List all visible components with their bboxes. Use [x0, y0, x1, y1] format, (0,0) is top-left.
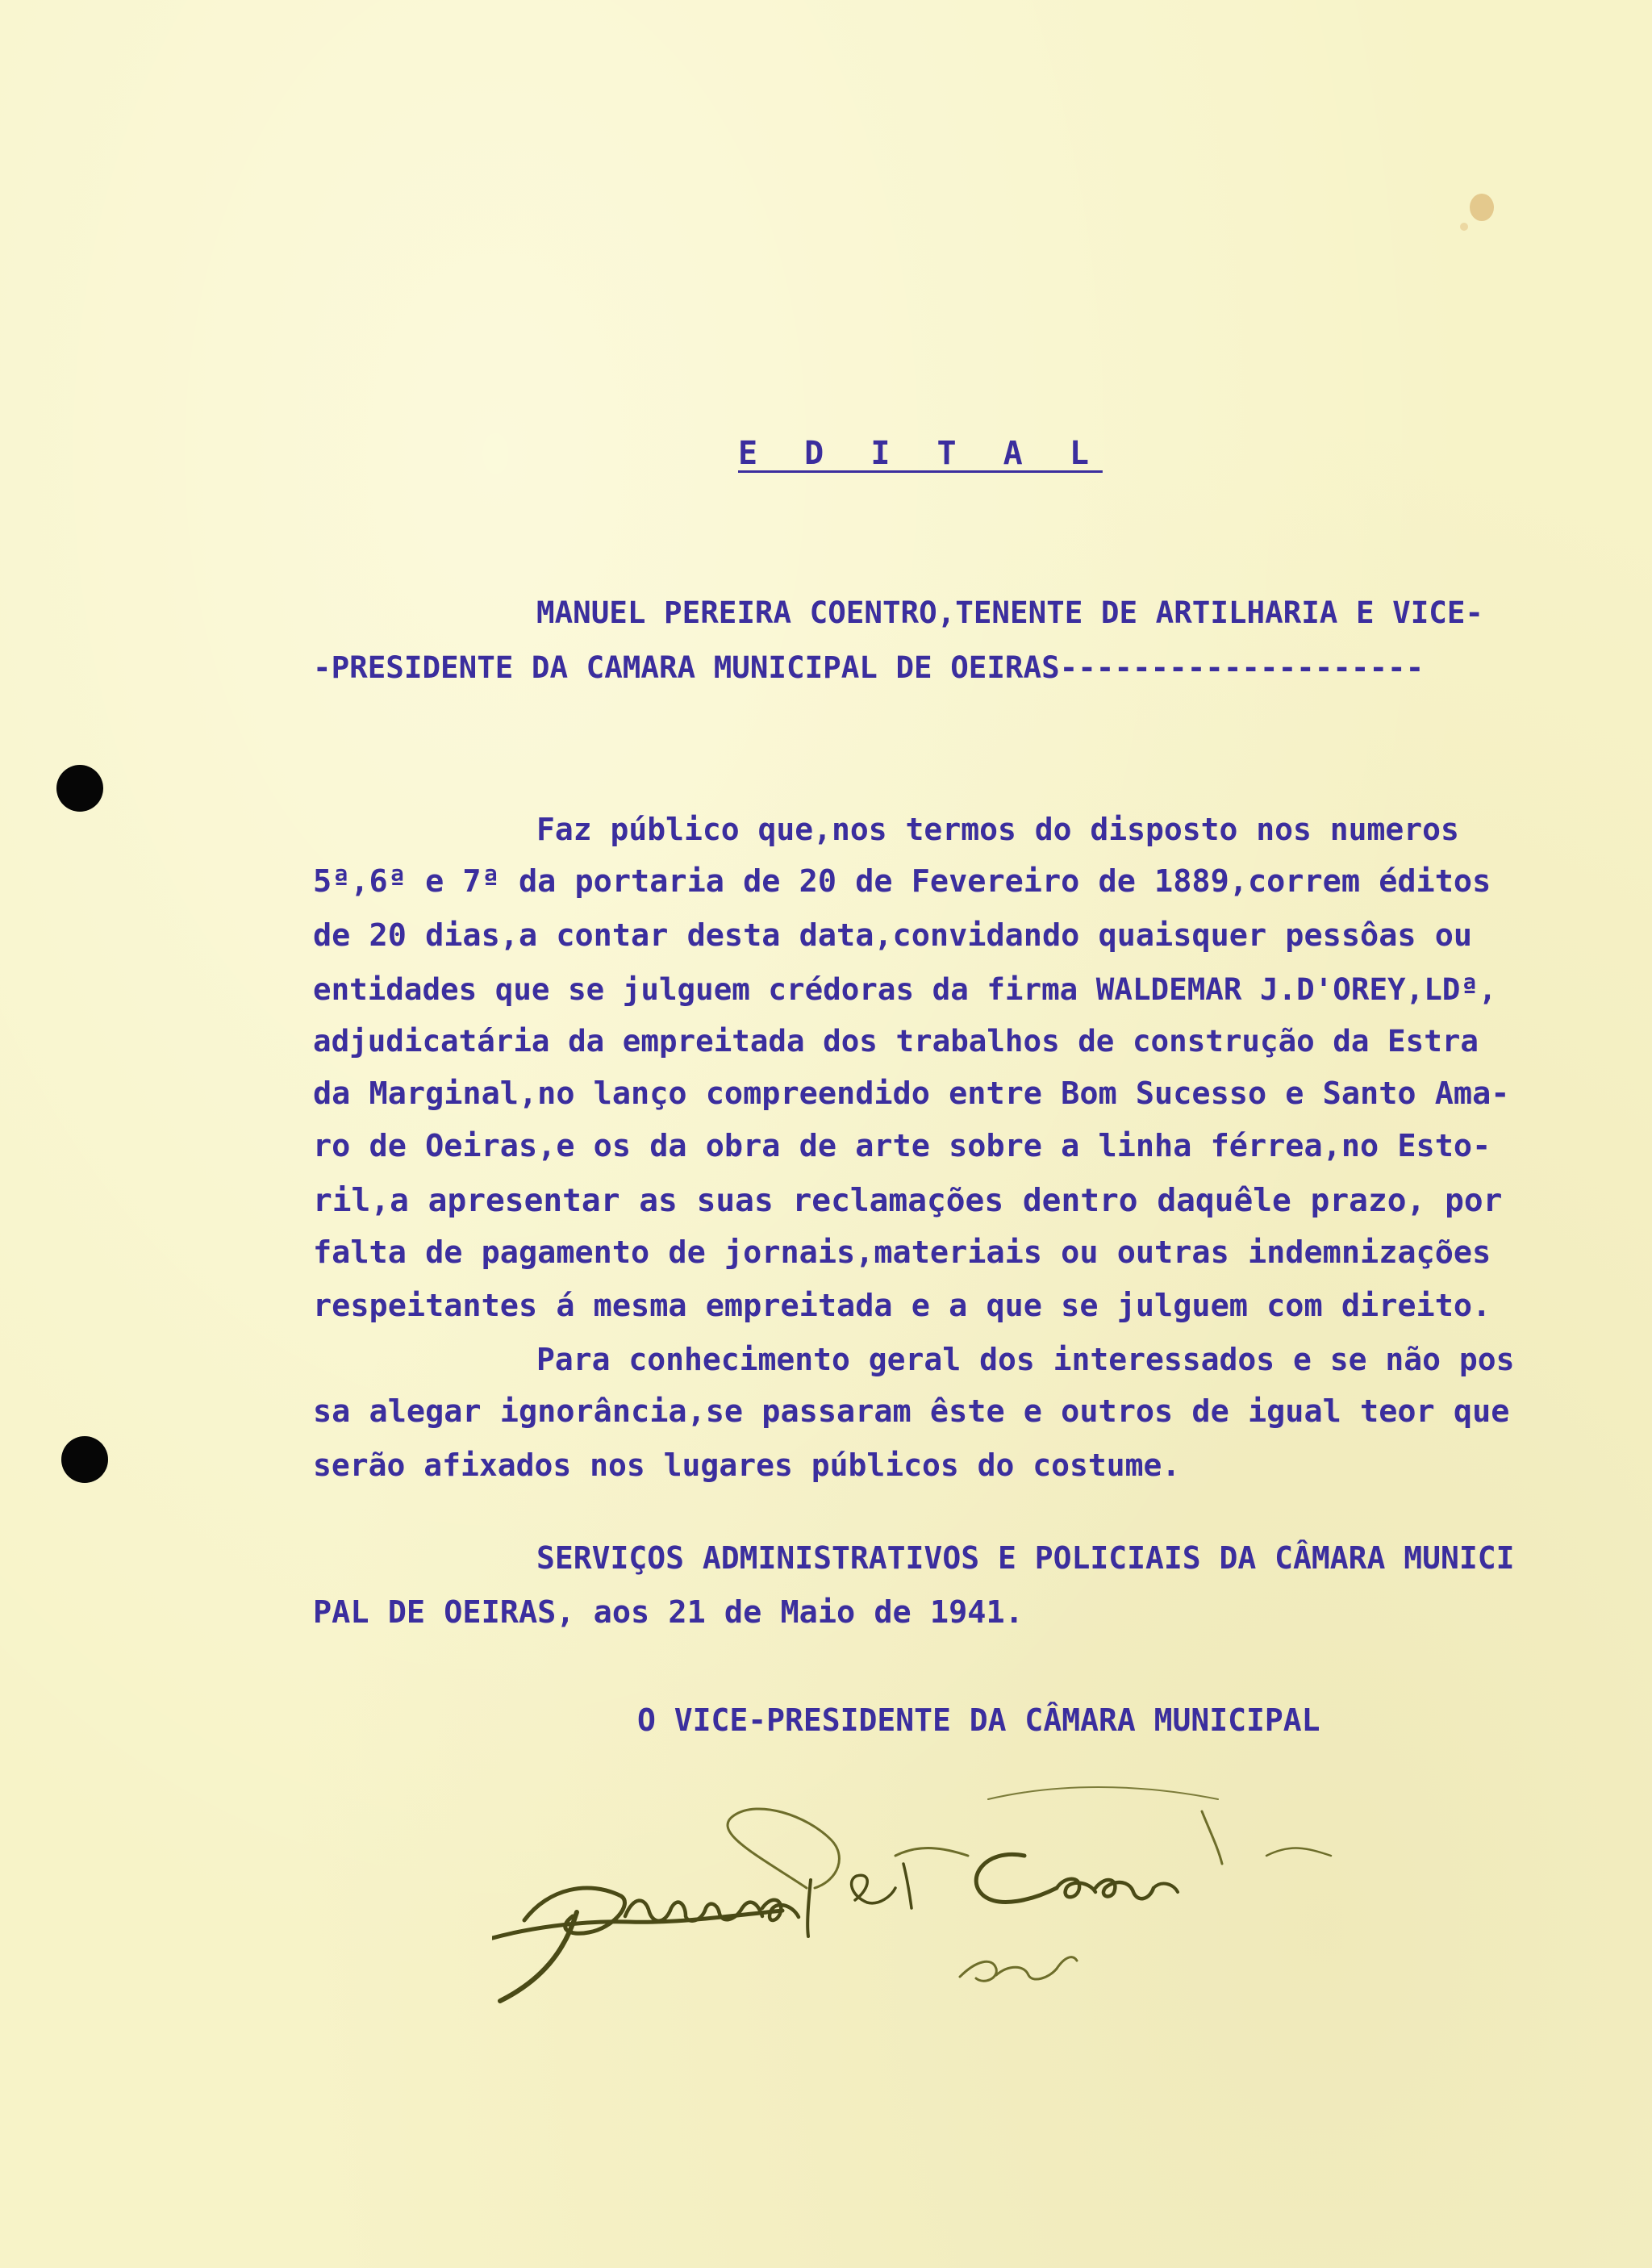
body-line-10: respeitantes á mesma empreitada e a que se julguem com direito. [313, 1288, 1491, 1324]
body-line-7: ro de Oeiras,e os da obra de arte sobre a linha férrea,no Esto- [313, 1128, 1491, 1164]
punch-hole-top [56, 765, 103, 812]
header-line-1: MANUEL PEREIRA COENTRO,TENENTE DE ARTILHARIA E VICE- [536, 595, 1483, 630]
body-line-3: de 20 dias,a contar desta data,convidando quaisquer pessôas ou [313, 917, 1473, 954]
signatory-title: O VICE-PRESIDENTE DA CÂMARA MUNICIPAL [637, 1702, 1320, 1738]
body-line-11: Para conhecimento geral dos interessados e se não pos [536, 1342, 1515, 1377]
punch-hole-bottom [61, 1436, 108, 1483]
body-line-13: serão afixados nos lugares públicos do costume. [313, 1447, 1181, 1483]
body-line-8: ril,a apresentar as suas reclamações dentro daquêle prazo, por [313, 1182, 1503, 1219]
body-line-5: adjudicatária da empreitada dos trabalhos de construção da Estra [313, 1023, 1479, 1059]
body-line-9: falta de pagamento de jornais,materiais ou outras indemnizações [313, 1234, 1491, 1271]
document-title: E D I T A L [738, 435, 1103, 472]
closing-line-1: SERVIÇOS ADMINISTRATIVOS E POLICIAIS DA CÂMARA MUNICI [536, 1540, 1515, 1576]
body-line-2: 5ª,6ª e 7ª da portaria de 20 de Fevereiro de 1889,correm éditos [313, 863, 1491, 900]
body-line-6: da Marginal,no lanço compreendido entre Bom Sucesso e Santo Ama- [313, 1076, 1510, 1112]
body-line-4: entidades que se julguem crédoras da firma WALDEMAR J.D'OREY,LDª, [313, 971, 1497, 1007]
paper-stain [1470, 194, 1494, 221]
body-line-12: sa alegar ignorância,se passaram êste e outros de igual teor que [313, 1393, 1510, 1430]
handwritten-signature [492, 1767, 1379, 2009]
body-line-1: Faz público que,nos termos do disposto nos numeros [536, 812, 1459, 847]
header-line-2: -PRESIDENTE DA CAMARA MUNICIPAL DE OEIRAS-------------------- [313, 649, 1425, 685]
paper-stain-small [1460, 223, 1468, 231]
closing-line-2: PAL DE OEIRAS, aos 21 de Maio de 1941. [313, 1594, 1024, 1631]
